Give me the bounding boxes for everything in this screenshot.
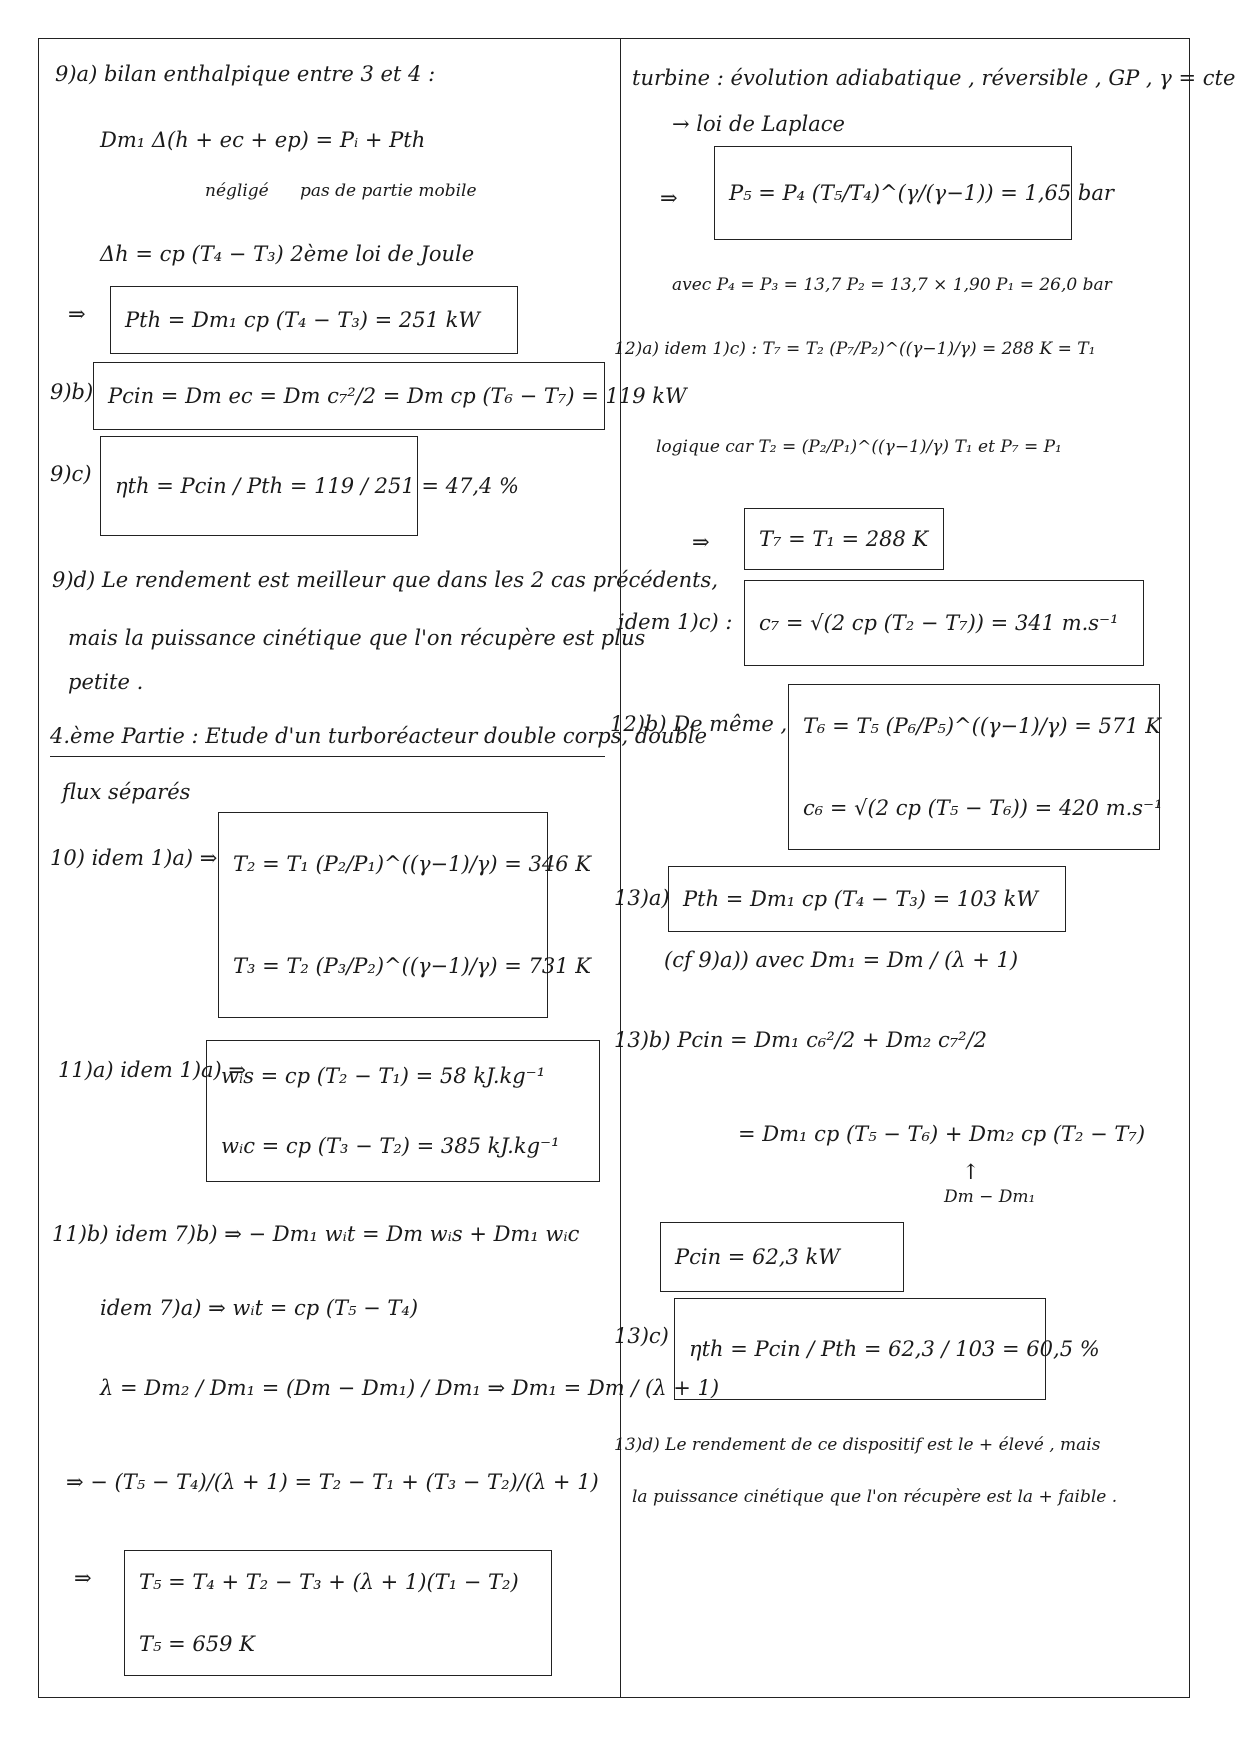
q10-t3: T₃ = T₂ (P₃/P₂)^((γ−1)/γ) = 731 K — [233, 953, 591, 978]
q13d-line-1: 13)d) Le rendement de ce dispositif est le + élevé , mais — [614, 1435, 1101, 1455]
q12a-t7-box — [744, 508, 944, 570]
q10-result-box — [218, 812, 591, 1018]
q13a-label: 13)a) — [614, 886, 670, 910]
turbine-line-1: turbine : évolution adiabatique , réversible , GP , γ = cte — [632, 66, 1236, 90]
q11b-line-4: ⇒ − (T₅ − T₄)/(λ + 1) = T₂ − T₁ + (T₃ − T₂)/(λ + 1) — [66, 1470, 599, 1494]
q9a-result-box — [110, 286, 518, 354]
q13c-efficiency: ηth = Pcin / Pth = 62,3 / 103 = 60,5 % — [689, 1336, 1100, 1361]
q9c-result-box — [100, 436, 520, 536]
q13a-result-box — [668, 866, 1066, 932]
q12b-label: 12)b) De même , — [610, 712, 788, 736]
q11b-result-box — [124, 1550, 552, 1676]
part4-underline — [50, 756, 605, 757]
q9d-line-2: mais la puissance cinétique que l'on récupère est plus — [68, 626, 646, 650]
q12b-c6: c₆ = √(2 cp (T₅ − T₆)) = 420 m.s⁻¹ — [803, 795, 1163, 820]
q13c-result-box — [674, 1298, 1100, 1400]
q13a-pth: Pth = Dm₁ cp (T₄ − T₃) = 103 kW — [683, 886, 1038, 911]
q13d-line-2: la puissance cinétique que l'on récupère est la + faible . — [632, 1487, 1118, 1507]
turbine-line-2: → loi de Laplace — [672, 112, 845, 136]
q11a-wis: wᵢs = cp (T₂ − T₁) = 58 kJ.kg⁻¹ — [221, 1063, 546, 1088]
q9b-result: Pcin = Dm ec = Dm c₇²/2 = Dm cp (T₆ − T₇) = 119 kW — [108, 383, 687, 408]
q11b-line-1: 11)b) idem 7)b) ⇒ − Dm₁ wᵢt = Dm wᵢs + Dm₁ wᵢc — [52, 1222, 580, 1246]
q12b-result-box — [788, 684, 1163, 850]
q13b-arrow-up: ↑ — [962, 1160, 980, 1184]
q9a-title: 9)a) bilan enthalpique entre 3 et 4 : — [55, 62, 436, 86]
q12a-line-2: logique car T₂ = (P₂/P₁)^((γ−1)/γ) T₁ et P₇ = P₁ — [656, 437, 1062, 457]
q13b-line-1: 13)b) Pcin = Dm₁ c₆²/2 + Dm₂ c₇²/2 — [614, 1028, 988, 1052]
q12a-c7: c₇ = √(2 cp (T₂ − T₇)) = 341 m.s⁻¹ — [759, 610, 1119, 635]
q9b-label: 9)b) — [50, 380, 94, 404]
q9a-joule-law: Δh = cp (T₄ − T₃) 2ème loi de Joule — [100, 242, 475, 266]
q9d-line-1: 9)d) Le rendement est meilleur que dans les 2 cas précédents, — [52, 568, 718, 592]
q9c-result: ηth = Pcin / Pth = 119 / 251 = 47,4 % — [115, 473, 520, 498]
q12a-idem-label: idem 1)c) : — [618, 610, 733, 634]
turbine-p5: P₅ = P₄ (T₅/T₄)^(γ/(γ−1)) = 1,65 bar — [729, 180, 1114, 205]
q13a-line-2: (cf 9)a)) avec Dm₁ = Dm / (λ + 1) — [664, 948, 1019, 972]
q9a-arrow: ⇒ — [68, 302, 86, 326]
q12a-line-1: 12)a) idem 1)c) : T₇ = T₂ (P₇/P₂)^((γ−1)/γ) = 288 K = T₁ — [614, 339, 1096, 359]
turbine-line-3: avec P₄ = P₃ = 13,7 P₂ = 13,7 × 1,90 P₁ = 26,0 bar — [672, 275, 1112, 295]
q9d-line-3: petite . — [68, 670, 144, 694]
q10-t2: T₂ = T₁ (P₂/P₁)^((γ−1)/γ) = 346 K — [233, 851, 591, 876]
q11a-result-box — [206, 1040, 600, 1182]
q11a-wic: wᵢc = cp (T₃ − T₂) = 385 kJ.kg⁻¹ — [221, 1133, 560, 1158]
q12b-t6: T₆ = T₅ (P₆/P₅)^((γ−1)/γ) = 571 K — [803, 713, 1161, 738]
q13b-dm2-definition: Dm − Dm₁ — [944, 1187, 1036, 1207]
q11b-t5-value: T₅ = 659 K — [139, 1631, 255, 1656]
q9a-result: Pth = Dm₁ cp (T₄ − T₃) = 251 kW — [125, 307, 480, 332]
q10-label: 10) idem 1)a) ⇒ — [50, 846, 218, 870]
q13b-result-box — [660, 1222, 904, 1292]
q11b-line-3: λ = Dm₂ / Dm₁ = (Dm − Dm₁) / Dm₁ ⇒ Dm₁ = Dm / (λ + 1) — [100, 1376, 720, 1400]
q9b-result-box — [93, 362, 687, 430]
q12a-t7: T₇ = T₁ = 288 K — [759, 526, 929, 551]
q11b-line-2: idem 7)a) ⇒ wᵢt = cp (T₅ − T₄) — [100, 1296, 419, 1320]
q13b-line-2: = Dm₁ cp (T₅ − T₆) + Dm₂ cp (T₂ − T₇) — [738, 1122, 1146, 1146]
q9a-note-no-moving-part: pas de partie mobile — [300, 181, 477, 201]
q13c-label: 13)c) — [614, 1324, 669, 1348]
q12a-arrow: ⇒ — [692, 530, 710, 554]
part4-title-continued: flux séparés — [62, 780, 191, 804]
q9a-energy-balance: Dm₁ Δ(h + ec + ep) = Pᵢ + Pth — [100, 128, 426, 152]
q11b-t5-formula: T₅ = T₄ + T₂ − T₃ + (λ + 1)(T₁ − T₂) — [139, 1569, 519, 1594]
q12a-c7-box — [744, 580, 1144, 666]
q13b-pcin: Pcin = 62,3 kW — [675, 1244, 840, 1269]
q11a-label: 11)a) idem 1)a) ⇒ — [58, 1058, 247, 1082]
q11b-arrow: ⇒ — [74, 1566, 92, 1590]
turbine-result-box — [714, 146, 1114, 240]
part4-title: 4.ème Partie : Etude d'un turboréacteur double corps, double — [50, 724, 708, 748]
q9a-note-neglected: négligé — [205, 181, 269, 201]
turbine-arrow: ⇒ — [660, 186, 678, 210]
q9c-label: 9)c) — [50, 462, 92, 486]
